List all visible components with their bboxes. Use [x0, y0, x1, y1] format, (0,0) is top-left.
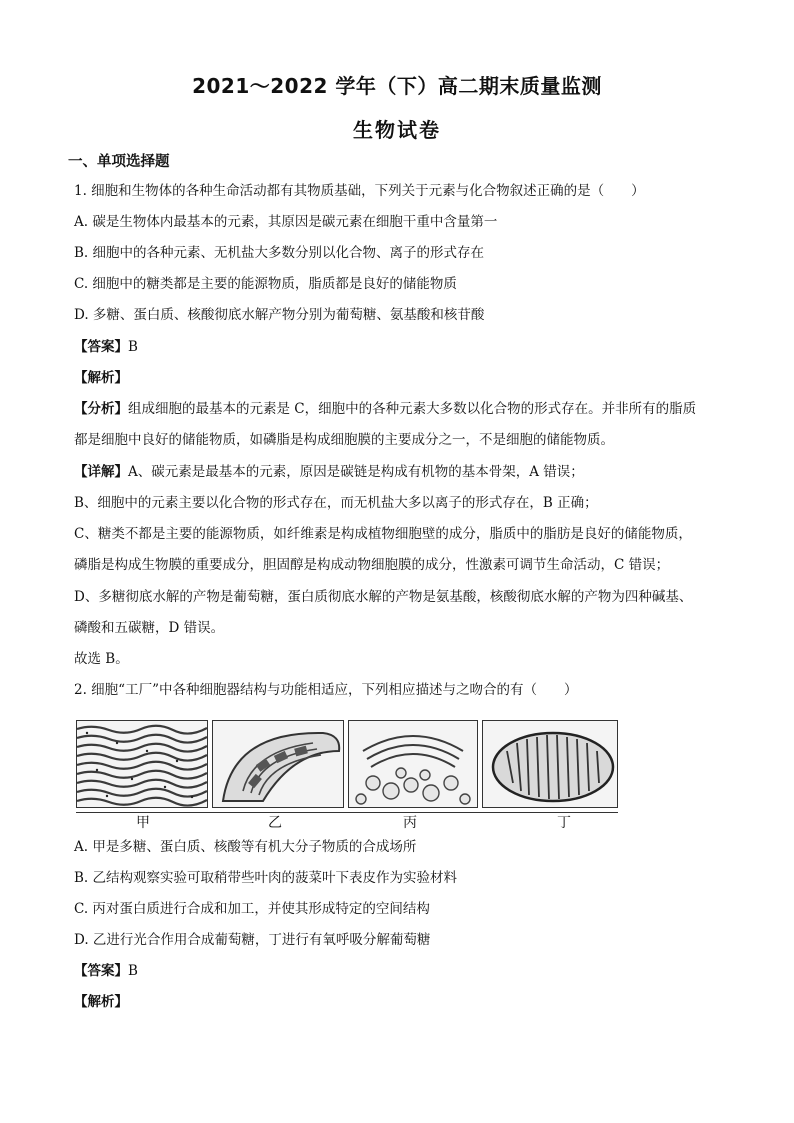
q1-option-b: B. 细胞中的各种元素、无机盐大多数分别以化合物、离子的形式存在	[74, 245, 485, 261]
micrograph-mitochondrion	[482, 720, 618, 808]
q2-option-c: C. 丙对蛋白质进行合成和加工，并使其形成特定的空间结构	[74, 901, 430, 917]
exam-title: 2021～2022 学年（下）高二期末质量监测	[192, 74, 602, 98]
q2-analysis-tag	[74, 993, 128, 1011]
q1-option-c: C. 细胞中的糖类都是主要的能源物质，脂质都是良好的储能物质	[74, 276, 457, 292]
q1-conclusion: 故选 B。	[74, 651, 129, 667]
q2-stem: 2. 细胞“工厂”中各种细胞器结构与功能相适应，下列相应描述与之吻合的有（ ）	[74, 682, 578, 698]
q1-xiangjie-b: B、细胞中的元素主要以化合物的形式存在，而无机盐大多以离子的形式存在，B 正确；	[74, 495, 598, 511]
q1-fenxi-line1	[74, 400, 696, 418]
q2-option-d: D. 乙进行光合作用合成葡萄糖，丁进行有氧呼吸分解葡萄糖	[74, 932, 431, 948]
analysis-tag: 【解析】	[74, 994, 128, 1010]
answer-value: B	[128, 963, 138, 979]
q2-option-b: B. 乙结构观察实验可取稍带些叶肉的菠菜叶下表皮作为实验材料	[74, 870, 458, 886]
q1-xiangjie-d2: 磷酸和五碳糖，D 错误。	[74, 620, 225, 636]
figure-label-bing: 丙	[403, 815, 417, 831]
answer-tag: 【答案】	[74, 339, 128, 355]
q2-option-a: A. 甲是多糖、蛋白质、核酸等有机大分子物质的合成场所	[74, 839, 417, 855]
figure-label-jia: 甲	[136, 815, 150, 831]
xiangjie-tag: 【详解】	[74, 464, 128, 480]
q1-option-a: A. 碳是生物体内最基本的元素，其原因是碳元素在细胞干重中含量第一	[74, 214, 498, 230]
q1-xiangjie-c2: 磷脂是构成生物膜的重要成分，胆固醇是构成动物细胞膜的成分，性激素可调节生命活动，C 错误；	[74, 557, 670, 573]
exam-subtitle: 生物试卷	[353, 118, 441, 142]
q1-analysis-tag	[74, 369, 128, 387]
xiangjie-text-a: A、碳元素是最基本的元素，原因是碳链是构成有机物的基本骨架，A 错误；	[128, 464, 584, 480]
q1-option-d: D. 多糖、蛋白质、核酸彻底水解产物分别为葡萄糖、氨基酸和核苷酸	[74, 307, 485, 323]
analysis-tag: 【解析】	[74, 370, 128, 386]
micrograph-golgi	[348, 720, 478, 808]
q1-stem: 1. 细胞和生物体的各种生命活动都有其物质基础，下列关于元素与化合物叙述正确的是（ ）	[74, 183, 645, 199]
q2-answer	[74, 962, 138, 980]
answer-value: B	[128, 339, 138, 355]
micrograph-rough-er	[76, 720, 208, 808]
organelle-micrograph-figure	[76, 712, 618, 813]
micrograph-chloroplast	[212, 720, 344, 808]
q1-xiangjie-a	[74, 463, 584, 481]
fenxi-text-1: 组成细胞的最基本的元素是 C，细胞中的各种元素大多数以化合物的形式存在。并非所有的脂质	[128, 401, 697, 417]
q1-xiangjie-d1: D、多糖彻底水解的产物是葡萄糖，蛋白质彻底水解的产物是氨基酸，核酸彻底水解的产物为四种碱基、	[74, 589, 693, 605]
figure-label-yi: 乙	[268, 815, 282, 831]
q1-xiangjie-c1: C、糖类不都是主要的能源物质，如纤维素是构成植物细胞壁的成分，脂质中的脂肪是良好的储能物质，	[74, 526, 692, 542]
section-heading: 一、单项选择题	[68, 154, 170, 170]
answer-tag: 【答案】	[74, 963, 128, 979]
figure-label-ding: 丁	[557, 815, 571, 831]
q1-fenxi-line2: 都是细胞中良好的储能物质，如磷脂是构成细胞膜的主要成分之一，不是细胞的储能物质。	[74, 432, 614, 448]
fenxi-tag: 【分析】	[74, 401, 128, 417]
q1-answer	[74, 338, 138, 356]
